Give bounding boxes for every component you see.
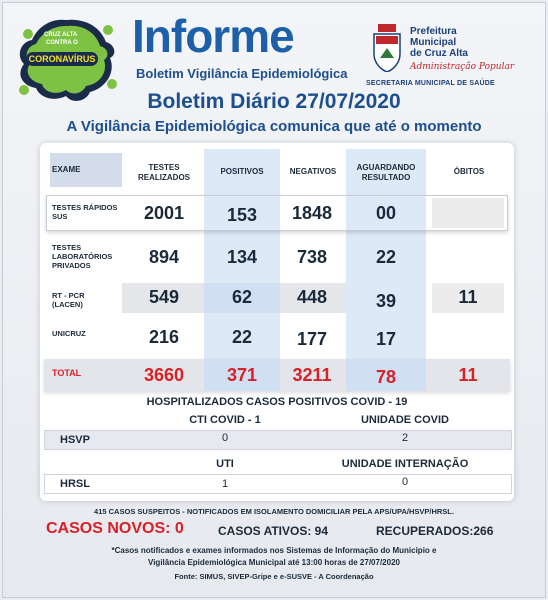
hsvp-col2-value: 2 [401, 432, 409, 444]
fonte-line: Fonte: SIMUS, SIVEP-Gripe e e-SUSVE - A Coordenação [174, 572, 374, 581]
row4-testes: 216 [148, 327, 180, 347]
logo-text-line2: CONTRA O [46, 40, 78, 46]
row2-testes: 894 [148, 247, 180, 267]
hrsl-col1-label: UTI [216, 458, 234, 470]
hsvp-col1-label: CTI COVID - 1 [189, 414, 261, 426]
administracao-popular: Administração Popular [410, 62, 515, 72]
row2-negativos: 738 [296, 247, 328, 267]
hrsl-col2-label: UNIDADE INTERNAÇÃO [341, 458, 469, 470]
row3-obitos: 11 [458, 287, 478, 307]
subtitle: Boletim Vigilância Epidemiológica [136, 66, 348, 81]
header-aguardando: AGUARDANDO RESULTADO [356, 163, 416, 182]
logo-word: CORONAVÍRUS [26, 52, 98, 66]
header-testes: TESTES REALIZADOS [138, 163, 190, 182]
total-negativos: 3211 [292, 365, 332, 385]
casos-ativos: CASOS ATIVOS: 94 [218, 524, 329, 538]
suspeitos-line: 415 CASOS SUSPEITOS - NOTIFICADOS EM ISOLAMENTO DOMICILIAR PELA APS/UPA/HSVP/HRSL. [94, 507, 454, 516]
obitos-cell-row1 [432, 198, 504, 228]
hrsl-name: HRSL [60, 478, 90, 490]
pref-line2: Municipal [410, 37, 457, 48]
header-obitos: ÓBITOS [453, 167, 485, 176]
header-negativos: NEGATIVOS [289, 167, 337, 176]
hsvp-name: HSVP [60, 434, 90, 446]
prefeitura-block [410, 26, 520, 59]
row2-aguardando: 22 [375, 247, 397, 267]
hrsl-col2-value: 0 [401, 476, 409, 488]
hsvp-col1-value: 0 [221, 432, 229, 444]
nota-line1: *Casos notificados e exames informados nos Sistemas de Informação do Municipio e [111, 546, 437, 555]
total-aguardando: 78 [375, 367, 397, 387]
row-label-unicruz: UNICRUZ [52, 329, 86, 338]
pref-line1: Prefeitura [410, 26, 457, 37]
row1-testes: 2001 [143, 203, 185, 223]
hrsl-col1-value: 1 [221, 478, 229, 490]
nota-line2: Vigilância Epidemiológica Municipal até 13:00 horas de 27/07/2020 [148, 558, 400, 567]
row4-aguardando: 17 [375, 329, 397, 349]
row-label-privados: TESTES LABORATÓRIOS PRIVADOS [52, 243, 113, 270]
row-label-rapidos: TESTES RÁPIDOS SUS [52, 203, 118, 221]
recuperados: RECUPERADOS:266 [376, 524, 494, 538]
row4-negativos: 177 [296, 329, 328, 349]
municipal-crest-icon [372, 24, 402, 72]
row3-testes: 549 [148, 287, 180, 307]
row4-positivos: 22 [231, 327, 253, 347]
row-label-rtpcr: RT - PCR (LACEN) [52, 291, 85, 309]
row-label-total: TOTAL [52, 368, 82, 378]
row3-aguardando: 39 [375, 291, 397, 311]
total-testes: 3660 [143, 365, 185, 385]
row2-positivos: 134 [226, 247, 258, 267]
comunica-subtitle: A Vigilância Epidemiológica comunica que até o momento [66, 118, 482, 135]
casos-novos: CASOS NOVOS: 0 [46, 520, 184, 537]
row1-aguardando: 00 [375, 203, 397, 223]
informe-title: Informe [132, 10, 294, 62]
row1-negativos: 1848 [291, 203, 333, 223]
hsvp-col2-label: UNIDADE COVID [360, 414, 449, 426]
row3-positivos: 62 [231, 287, 253, 307]
row1-positivos: 153 [226, 205, 258, 225]
header-positivos: POSITIVOS [220, 167, 264, 176]
pref-line3: de Cruz Alta [410, 48, 468, 59]
total-obitos: 11 [458, 365, 478, 385]
secretaria-saude: SECRETARIA MUNICIPAL DE SAÚDE [366, 80, 495, 87]
total-positivos: 371 [226, 365, 258, 385]
header-exame: EXAME [52, 165, 81, 174]
boletim-date-title: Boletim Diário 27/07/2020 [147, 90, 401, 113]
hospitalizados-title: HOSPITALIZADOS CASOS POSITIVOS COVID - 19 [146, 396, 408, 408]
row3-negativos: 448 [296, 287, 328, 307]
logo-text-line1: CRUZ ALTA [44, 32, 78, 38]
